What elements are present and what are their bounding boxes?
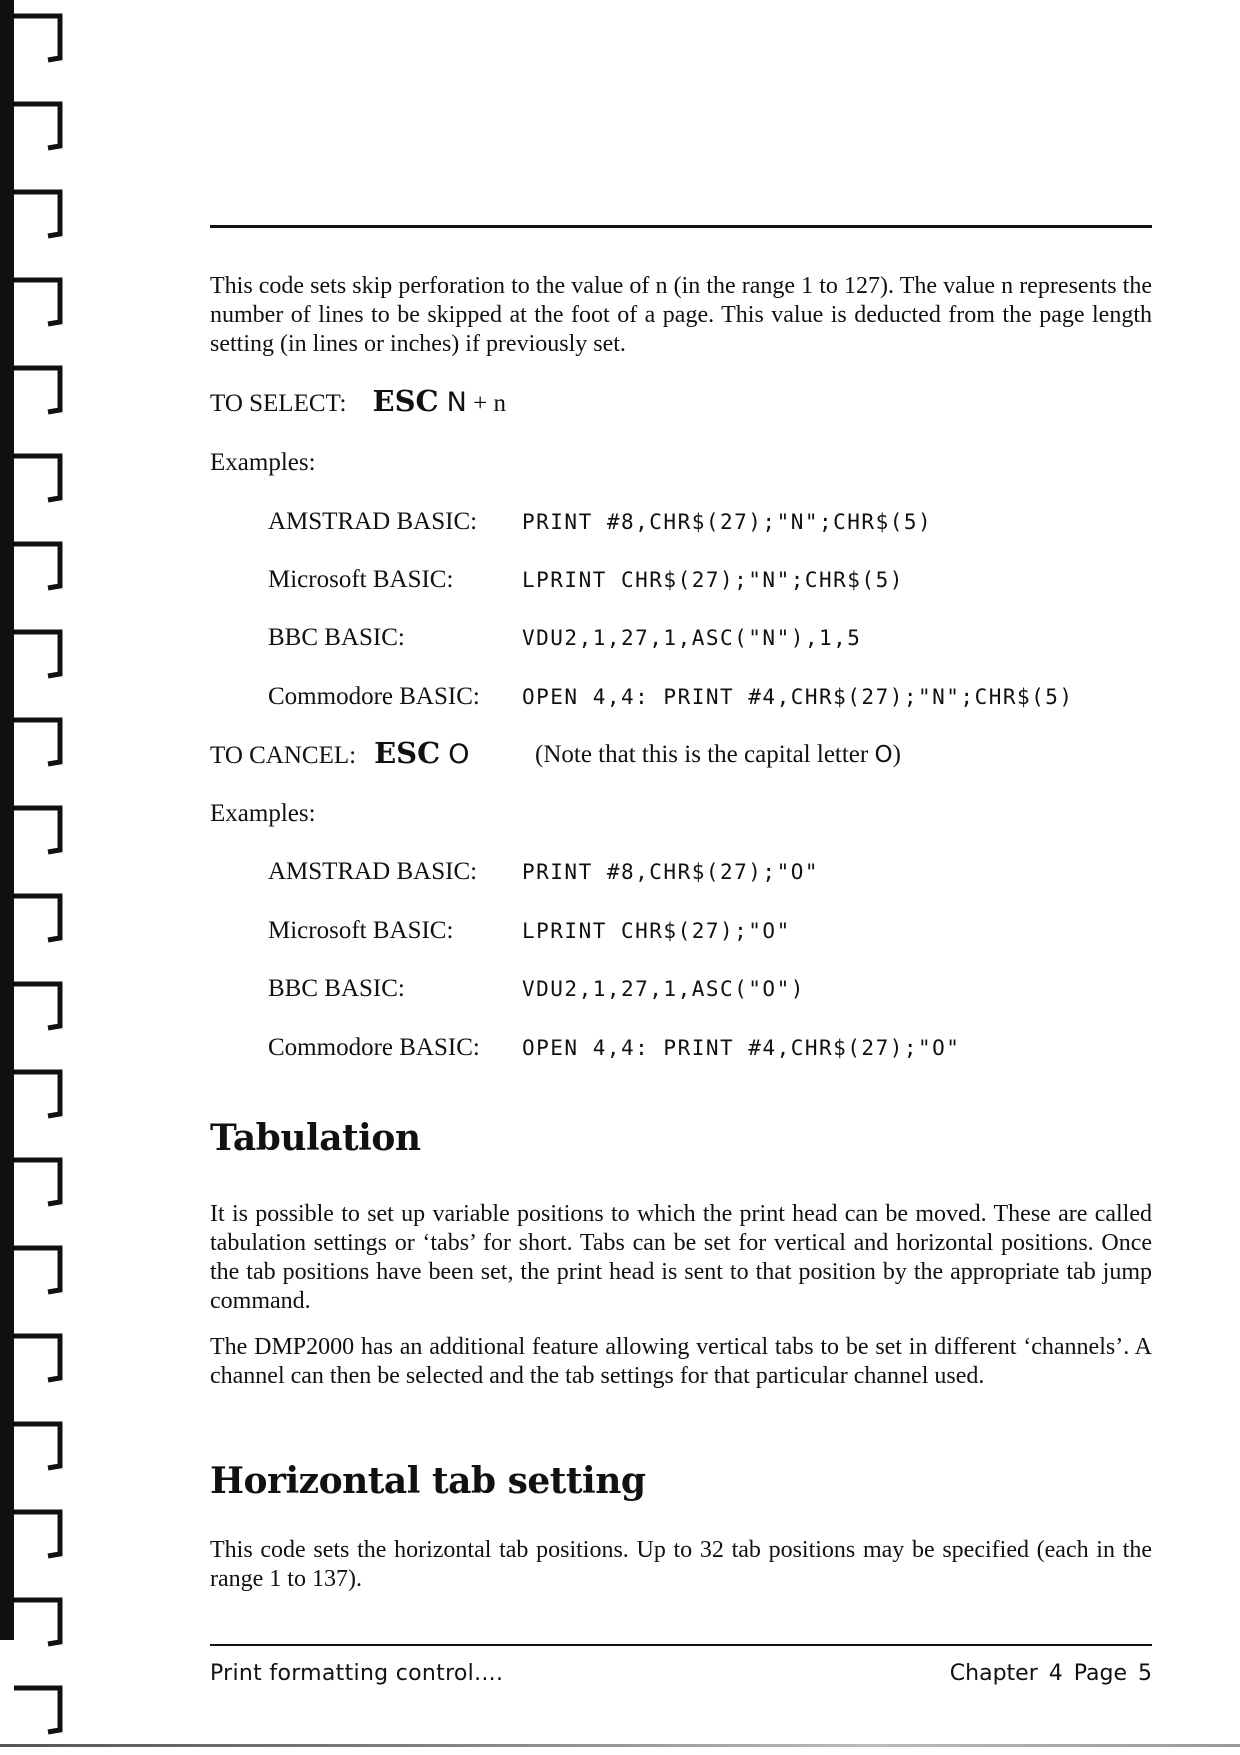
cancel-note-close: ) (892, 741, 901, 768)
example-code: OPEN 4,4: PRINT #4,CHR$(27);"O" (522, 1036, 961, 1060)
example-code: LPRINT CHR$(27);"N";CHR$(5) (522, 568, 904, 592)
select-example-row (268, 508, 932, 536)
binding-ring (14, 1072, 60, 1116)
example-code: PRINT #8,CHR$(27);"O" (522, 860, 820, 884)
cancel-examples-label: Examples: (210, 800, 316, 827)
binding-ring (14, 1160, 60, 1204)
select-suffix: + n (473, 390, 506, 417)
tabulation-paragraph-1: It is possible to set up variable positions to which the print head can be moved. These are called tabulation settings or ‘tabs’ for short. Tabs can be set for vertical and horizontal positions. Once the tab positions have been set, the print head is sent to that position by the appropriate tab jump command. (210, 1201, 1152, 1314)
example-code: OPEN 4,4: PRINT #4,CHR$(27);"N";CHR$(5) (522, 685, 1074, 709)
binding-ring (14, 1424, 60, 1468)
cancel-esc: ESC (374, 736, 441, 770)
select-example-row (268, 566, 904, 594)
footer-section-title: Print formatting control.... (210, 1661, 504, 1686)
intro-paragraph: This code sets skip perforation to the value of n (in the range 1 to 127). The value n represents the number of lines to be skipped at the foot of a page. This value is deducted from the page length setting (in lines or inches) if previously set. (210, 273, 1152, 357)
footer-page-number: Chapter 4 Page 5 (949, 1661, 1152, 1686)
example-code: VDU2,1,27,1,ASC("N"),1,5 (522, 626, 862, 650)
select-example-row (268, 624, 861, 652)
cancel-example-row (268, 975, 805, 1003)
example-code: PRINT #8,CHR$(27);"N";CHR$(5) (522, 510, 933, 534)
example-language: Commodore BASIC: (268, 683, 480, 710)
horizontal-tab-heading: Horizontal tab setting (210, 1460, 646, 1502)
select-esc: ESC (372, 384, 439, 418)
binding-ring (14, 720, 60, 764)
binding-ring (14, 1512, 60, 1556)
binding-ring (14, 192, 60, 236)
cancel-example-row (268, 917, 791, 945)
select-letter: N (446, 387, 467, 418)
example-language: Microsoft BASIC: (268, 566, 454, 593)
binding-ring (14, 1688, 60, 1732)
cancel-example-row (268, 858, 819, 886)
example-language: AMSTRAD BASIC: (268, 858, 478, 885)
binding-ring (14, 368, 60, 412)
example-code: LPRINT CHR$(27);"O" (522, 919, 791, 943)
horizontal-tab-paragraph: This code sets the horizontal tab positions. Up to 32 tab positions may be specified (each in the range 1 to 137). (210, 1537, 1152, 1592)
spiral-binding (0, 0, 80, 1755)
binding-ring (14, 104, 60, 148)
example-language: BBC BASIC: (268, 975, 405, 1002)
to-select-line (210, 384, 506, 418)
binding-ring (14, 16, 60, 60)
scan-edge (0, 1744, 1240, 1747)
binding-ring (14, 808, 60, 852)
binding-ring (14, 632, 60, 676)
to-cancel-line (210, 736, 469, 770)
binding-ring (14, 1600, 60, 1644)
binding-ring (14, 896, 60, 940)
bottom-rule (210, 1644, 1152, 1646)
example-language: Microsoft BASIC: (268, 917, 454, 944)
top-rule (210, 225, 1152, 228)
cancel-example-row (268, 1034, 960, 1062)
cancel-note (535, 741, 901, 769)
binding-ring (14, 984, 60, 1028)
example-language: Commodore BASIC: (268, 1034, 480, 1061)
example-language: BBC BASIC: (268, 624, 405, 651)
example-code: VDU2,1,27,1,ASC("O") (522, 977, 805, 1001)
tabulation-paragraph-2: The DMP2000 has an additional feature allowing vertical tabs to be set in different ‘channels’. A channel can then be selected and the tab settings for that particular channel used. (210, 1334, 1152, 1389)
tabulation-heading: Tabulation (210, 1117, 421, 1159)
cancel-letter: O (448, 739, 470, 770)
binding-ring (14, 544, 60, 588)
cancel-note-letter: O (874, 742, 893, 768)
binding-ring (14, 456, 60, 500)
select-example-row (268, 683, 1074, 711)
binding-ring (14, 1336, 60, 1380)
select-examples-label: Examples: (210, 449, 316, 476)
binding-ring (14, 1248, 60, 1292)
to-select-label: TO SELECT: (210, 390, 347, 417)
to-cancel-label: TO CANCEL: (210, 742, 357, 769)
example-language: AMSTRAD BASIC: (268, 508, 478, 535)
cancel-note-text: (Note that this is the capital letter (535, 741, 869, 768)
binding-ring (14, 280, 60, 324)
